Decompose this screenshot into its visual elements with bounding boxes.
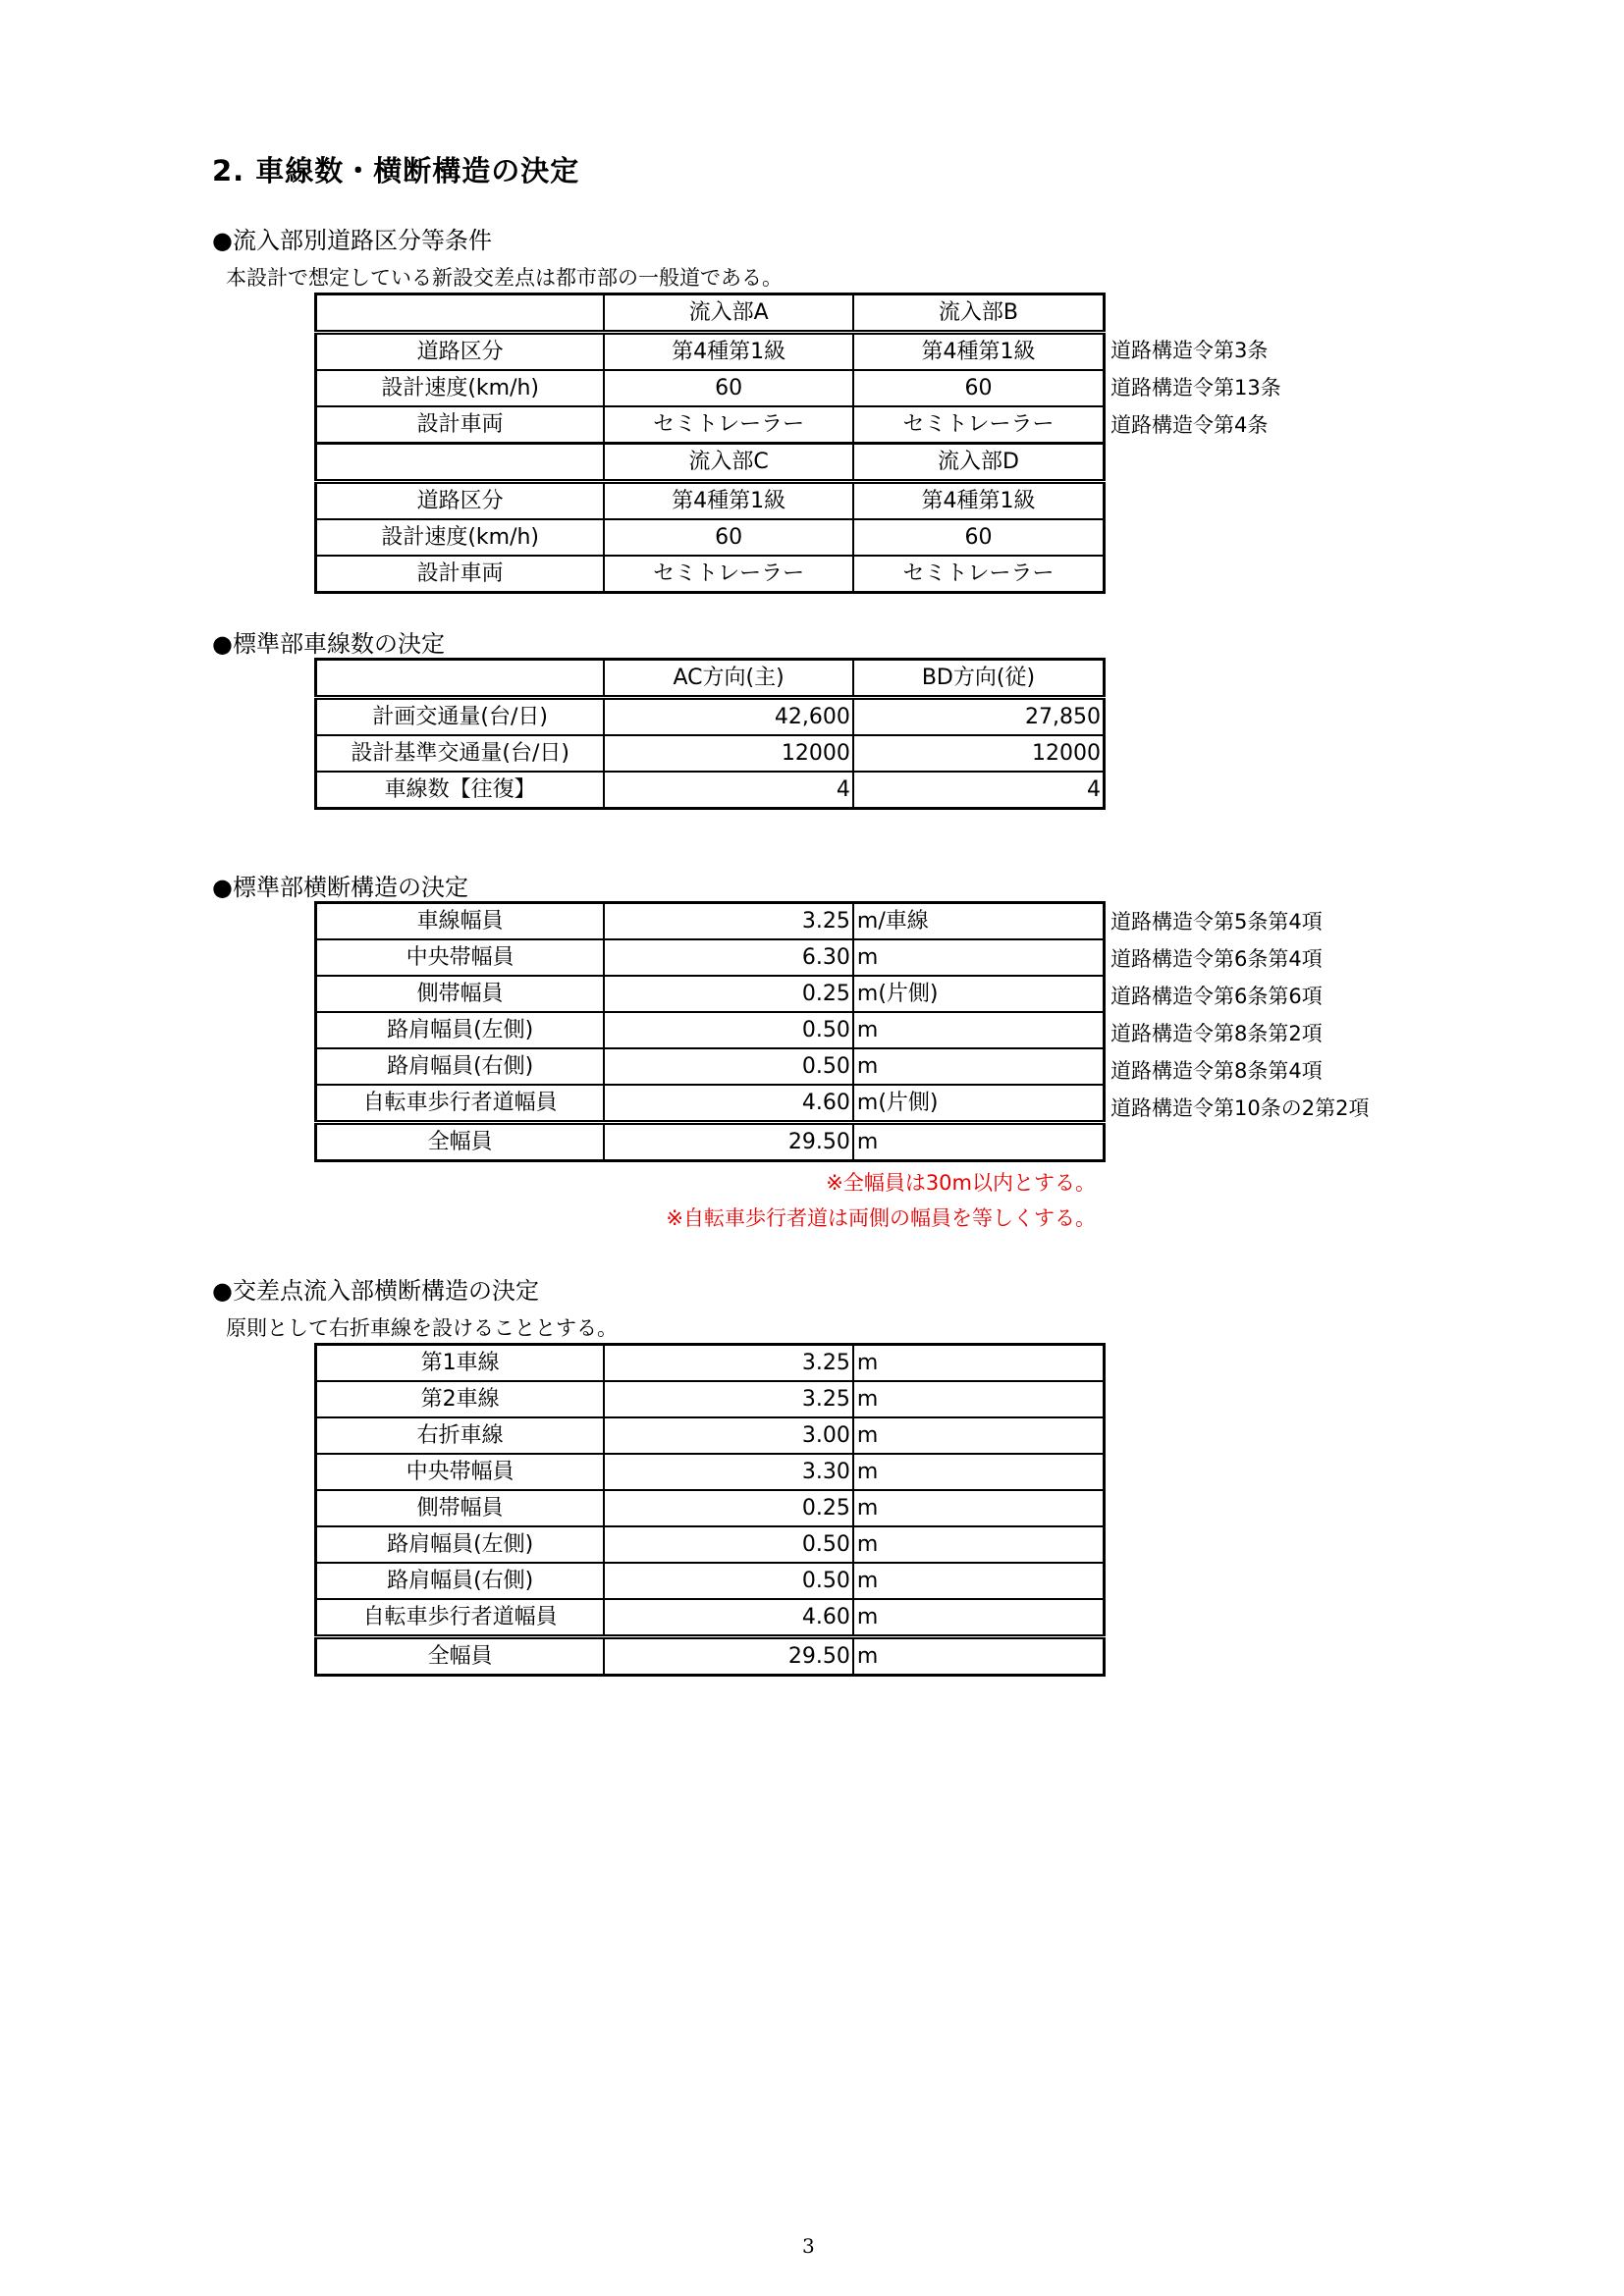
row-label: 中央帯幅員 xyxy=(316,1454,605,1490)
cell-value: 60 xyxy=(853,370,1105,406)
cell-unit: m xyxy=(853,1526,1105,1563)
cell-value: 0.25 xyxy=(604,976,853,1012)
cell-value: 4.60 xyxy=(604,1599,853,1637)
cell-value: 12000 xyxy=(853,735,1105,772)
section2-heading: ●標準部車線数の決定 xyxy=(212,630,445,658)
cell-value: 60 xyxy=(604,519,853,556)
table-row xyxy=(316,1012,1105,1048)
cell-unit: m xyxy=(853,1490,1105,1526)
table-row xyxy=(316,698,1105,736)
table-row xyxy=(316,903,1105,940)
reference-note: 道路構造令第6条第4項 xyxy=(1110,947,1323,971)
cell-unit: m xyxy=(853,1454,1105,1490)
table-header-row xyxy=(316,444,1105,482)
table-row xyxy=(316,1454,1105,1490)
cell-unit: m xyxy=(853,1048,1105,1085)
row-label: 路肩幅員(右側) xyxy=(316,1563,605,1599)
row-label: 計画交通量(台/日) xyxy=(316,698,605,736)
reference-note: 道路構造令第8条第2項 xyxy=(1110,1022,1323,1045)
cell-value: 60 xyxy=(853,519,1105,556)
table-row xyxy=(316,1599,1105,1637)
cell-value: 4 xyxy=(853,772,1105,809)
row-label: 自転車歩行者道幅員 xyxy=(316,1085,605,1123)
table-row xyxy=(316,1526,1105,1563)
row-label: 道路区分 xyxy=(316,482,605,520)
row-label: 第1車線 xyxy=(316,1345,605,1382)
section4-note: 原則として右折車線を設けることとする。 xyxy=(226,1316,618,1340)
table-header-row xyxy=(316,294,1105,333)
cell-value: 12000 xyxy=(604,735,853,772)
cell-unit: m xyxy=(853,939,1105,976)
inflow-table-ab xyxy=(314,293,1106,445)
cell-unit: m xyxy=(853,1345,1105,1382)
cell-value: 0.25 xyxy=(604,1490,853,1526)
cell-value: 29.50 xyxy=(604,1123,853,1161)
reference-note: 道路構造令第4条 xyxy=(1110,413,1269,437)
cell-unit: m/車線 xyxy=(853,903,1105,940)
table-row xyxy=(316,333,1105,371)
header-cell: AC方向(主) xyxy=(604,660,853,698)
cell-unit: m xyxy=(853,1381,1105,1417)
header-cell: 流入部A xyxy=(604,294,853,333)
row-label: 設計車両 xyxy=(316,556,605,593)
cell-value: セミトレーラー xyxy=(604,556,853,593)
cell-unit: m xyxy=(853,1012,1105,1048)
row-label: 第2車線 xyxy=(316,1381,605,1417)
header-cell: 流入部C xyxy=(604,444,853,482)
cell-value: 4.60 xyxy=(604,1085,853,1123)
inflow-table-cd xyxy=(314,442,1106,594)
cell-value: 60 xyxy=(604,370,853,406)
header-cell xyxy=(316,444,605,482)
warning-total-width: ※全幅員は30m以内とする。 xyxy=(826,1171,1096,1195)
cell-unit: m xyxy=(853,1123,1105,1161)
cell-unit: m xyxy=(853,1637,1105,1676)
row-label: 自転車歩行者道幅員 xyxy=(316,1599,605,1637)
reference-note: 道路構造令第6条第6項 xyxy=(1110,985,1323,1008)
row-label: 車線数【往復】 xyxy=(316,772,605,809)
table-row xyxy=(316,1563,1105,1599)
row-label: 設計速度(km/h) xyxy=(316,370,605,406)
header-cell: BD方向(従) xyxy=(853,660,1105,698)
cell-value: 3.25 xyxy=(604,1345,853,1382)
warning-sidewalk: ※自転車歩行者道は両側の幅員を等しくする。 xyxy=(666,1206,1096,1230)
table-row xyxy=(316,772,1105,809)
table-row xyxy=(316,370,1105,406)
row-label: 設計基準交通量(台/日) xyxy=(316,735,605,772)
cell-unit: m(片側) xyxy=(853,1085,1105,1123)
page-title: 2. 車線数・横断構造の決定 xyxy=(212,154,580,187)
cell-value: 3.30 xyxy=(604,1454,853,1490)
reference-note: 道路構造令第5条第4項 xyxy=(1110,910,1323,934)
header-cell xyxy=(316,294,605,333)
page-number: 3 xyxy=(802,2234,815,2258)
header-cell: 流入部B xyxy=(853,294,1105,333)
row-label: 路肩幅員(左側) xyxy=(316,1012,605,1048)
row-label: 路肩幅員(左側) xyxy=(316,1526,605,1563)
cell-value: 3.00 xyxy=(604,1417,853,1454)
table-row xyxy=(316,556,1105,593)
header-cell: 流入部D xyxy=(853,444,1105,482)
cell-value: 第4種第1級 xyxy=(853,482,1105,520)
cell-value: 3.25 xyxy=(604,903,853,940)
row-label: 側帯幅員 xyxy=(316,976,605,1012)
row-label: 路肩幅員(右側) xyxy=(316,1048,605,1085)
table-total-row xyxy=(316,1123,1105,1161)
intersection-cross-section-table xyxy=(314,1343,1106,1677)
section4-heading: ●交差点流入部横断構造の決定 xyxy=(212,1277,539,1305)
reference-note: 道路構造令第10条の2第2項 xyxy=(1110,1096,1370,1120)
cell-value: 29.50 xyxy=(604,1637,853,1676)
table-row xyxy=(316,1381,1105,1417)
table-row xyxy=(316,1085,1105,1123)
cell-value: 0.50 xyxy=(604,1526,853,1563)
section3-heading: ●標準部横断構造の決定 xyxy=(212,874,468,901)
cell-value: 第4種第1級 xyxy=(853,333,1105,371)
cell-value: 0.50 xyxy=(604,1012,853,1048)
table-row xyxy=(316,519,1105,556)
table-row xyxy=(316,1417,1105,1454)
cell-value: 0.50 xyxy=(604,1563,853,1599)
cell-value: セミトレーラー xyxy=(853,406,1105,444)
cell-value: セミトレーラー xyxy=(853,556,1105,593)
lane-count-table xyxy=(314,658,1106,810)
table-row xyxy=(316,976,1105,1012)
cell-unit: m xyxy=(853,1417,1105,1454)
table-total-row xyxy=(316,1637,1105,1676)
reference-note: 道路構造令第3条 xyxy=(1110,339,1269,362)
row-label: 道路区分 xyxy=(316,333,605,371)
cell-value: セミトレーラー xyxy=(604,406,853,444)
section1-heading: ●流入部別道路区分等条件 xyxy=(212,227,492,254)
row-label: 全幅員 xyxy=(316,1123,605,1161)
header-cell xyxy=(316,660,605,698)
cell-unit: m xyxy=(853,1563,1105,1599)
cell-value: 3.25 xyxy=(604,1381,853,1417)
row-label: 設計車両 xyxy=(316,406,605,444)
cell-value: 4 xyxy=(604,772,853,809)
table-row xyxy=(316,1048,1105,1085)
row-label: 側帯幅員 xyxy=(316,1490,605,1526)
row-label: 設計速度(km/h) xyxy=(316,519,605,556)
table-row xyxy=(316,939,1105,976)
reference-note: 道路構造令第8条第4項 xyxy=(1110,1059,1323,1083)
cell-value: 6.30 xyxy=(604,939,853,976)
cell-value: 第4種第1級 xyxy=(604,333,853,371)
cell-value: 第4種第1級 xyxy=(604,482,853,520)
row-label: 右折車線 xyxy=(316,1417,605,1454)
reference-note: 道路構造令第13条 xyxy=(1110,376,1281,400)
table-row xyxy=(316,735,1105,772)
cell-value: 0.50 xyxy=(604,1048,853,1085)
row-label: 車線幅員 xyxy=(316,903,605,940)
table-row xyxy=(316,1490,1105,1526)
cell-unit: m(片側) xyxy=(853,976,1105,1012)
table-row xyxy=(316,1345,1105,1382)
table-row xyxy=(316,406,1105,444)
row-label: 中央帯幅員 xyxy=(316,939,605,976)
cell-value: 27,850 xyxy=(853,698,1105,736)
cell-value: 42,600 xyxy=(604,698,853,736)
row-label: 全幅員 xyxy=(316,1637,605,1676)
standard-cross-section-table xyxy=(314,901,1106,1162)
cell-unit: m xyxy=(853,1599,1105,1637)
table-row xyxy=(316,482,1105,520)
section1-note: 本設計で想定している新設交差点は都市部の一般道である。 xyxy=(226,266,783,290)
table-header-row xyxy=(316,660,1105,698)
